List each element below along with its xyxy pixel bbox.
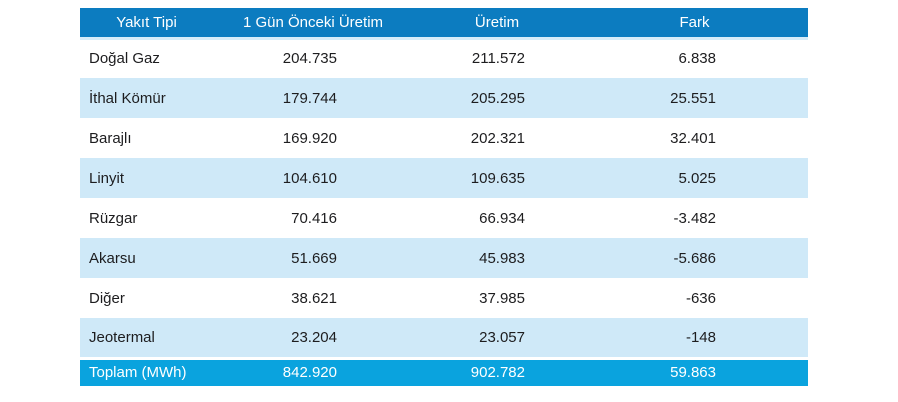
prev-production-cell: 104.610 (213, 158, 413, 198)
diff-cell: -3.482 (581, 198, 808, 238)
production-cell: 45.983 (413, 238, 581, 278)
production-cell: 211.572 (413, 38, 581, 78)
fuel-type-cell: Jeotermal (80, 318, 213, 358)
diff-cell: -148 (581, 318, 808, 358)
prev-production-cell: 51.669 (213, 238, 413, 278)
column-header-fuel-type: Yakıt Tipi (80, 8, 213, 38)
table-row (80, 158, 808, 198)
production-cell: 23.057 (413, 318, 581, 358)
table-row (80, 78, 808, 118)
total-prev-production: 842.920 (213, 358, 413, 386)
diff-cell: -5.686 (581, 238, 808, 278)
diff-cell: 5.025 (581, 158, 808, 198)
production-table (80, 8, 808, 386)
table-row (80, 278, 808, 318)
diff-cell: 6.838 (581, 38, 808, 78)
table-row (80, 238, 808, 278)
prev-production-cell: 169.920 (213, 118, 413, 158)
production-cell: 202.321 (413, 118, 581, 158)
prev-production-cell: 204.735 (213, 38, 413, 78)
table-total-row (80, 358, 808, 386)
fuel-type-cell: Rüzgar (80, 198, 213, 238)
total-label: Toplam (MWh) (80, 358, 213, 386)
table-row (80, 198, 808, 238)
column-header-production: Üretim (413, 8, 581, 38)
fuel-type-cell: Barajlı (80, 118, 213, 158)
prev-production-cell: 38.621 (213, 278, 413, 318)
production-cell: 205.295 (413, 78, 581, 118)
diff-cell: 32.401 (581, 118, 808, 158)
production-cell: 66.934 (413, 198, 581, 238)
diff-cell: 25.551 (581, 78, 808, 118)
table-row (80, 118, 808, 158)
table-row (80, 318, 808, 358)
production-cell: 109.635 (413, 158, 581, 198)
column-header-prev-production: 1 Gün Önceki Üretim (213, 8, 413, 38)
fuel-type-cell: Akarsu (80, 238, 213, 278)
table-row (80, 38, 808, 78)
fuel-type-cell: Linyit (80, 158, 213, 198)
table-header-row (80, 8, 808, 38)
column-header-diff: Fark (581, 8, 808, 38)
total-diff: 59.863 (581, 358, 808, 386)
prev-production-cell: 70.416 (213, 198, 413, 238)
fuel-type-cell: İthal Kömür (80, 78, 213, 118)
prev-production-cell: 179.744 (213, 78, 413, 118)
production-cell: 37.985 (413, 278, 581, 318)
fuel-type-cell: Diğer (80, 278, 213, 318)
diff-cell: -636 (581, 278, 808, 318)
prev-production-cell: 23.204 (213, 318, 413, 358)
total-production: 902.782 (413, 358, 581, 386)
fuel-type-cell: Doğal Gaz (80, 38, 213, 78)
